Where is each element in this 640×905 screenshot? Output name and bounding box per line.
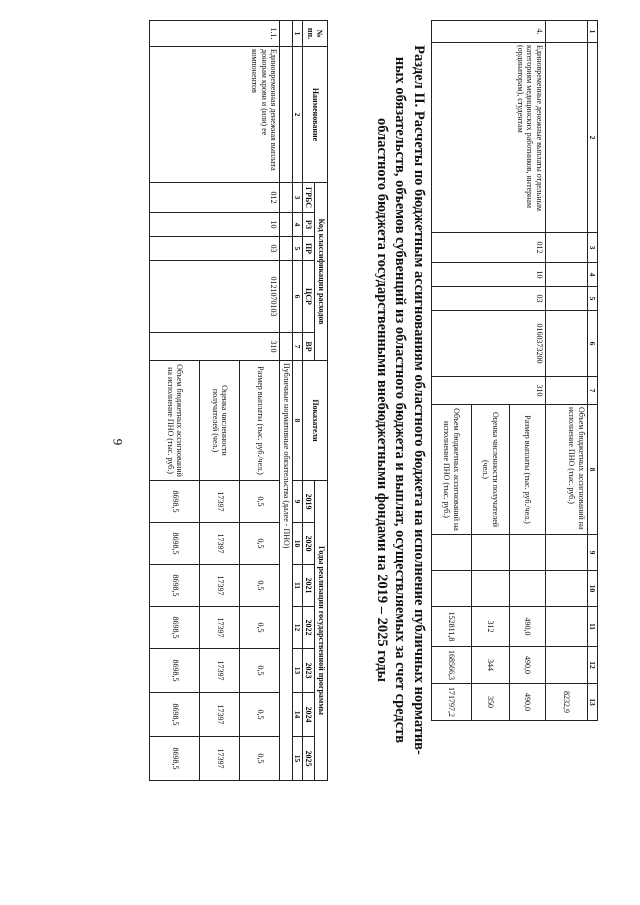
header-rz: РЗ — [302, 213, 315, 237]
col-number: 11 — [588, 607, 598, 647]
section-heading — [372, 20, 428, 780]
value-cell: 312 — [472, 607, 510, 647]
col-number: 13 — [292, 649, 302, 693]
value-cell: 8232,9 — [546, 684, 588, 721]
header-year: 2021 — [302, 565, 315, 607]
value-cell: 17397 — [200, 565, 240, 607]
col-number: 5 — [588, 287, 598, 311]
col-number: 1 — [588, 21, 598, 43]
value-cell: 490,0 — [510, 607, 546, 647]
col-number: 15 — [292, 737, 302, 781]
header-grbs: ГРБС — [302, 183, 315, 213]
value-cell: 0,5 — [240, 607, 280, 649]
col-number: 1 — [292, 21, 302, 47]
header-pr: ПР — [302, 237, 315, 261]
value-cell: 350 — [472, 684, 510, 721]
indicator-label: Оценка численности получателей (чел.) — [200, 361, 240, 481]
value-cell: 490,0 — [510, 647, 546, 684]
value-cell: 0,5 — [240, 481, 280, 523]
header-indicators: Показатели — [302, 361, 327, 481]
value-cell: 8698,5 — [150, 649, 200, 693]
indicator-label: Объем бюджетных ассигнований на исполнение ПНО (тыс. руб.) — [546, 405, 588, 535]
csr-code: 0121070103 — [150, 261, 280, 333]
heading-line: областного бюджета государственными внебюджетными фондами на 2019 – 2025 годы — [373, 118, 390, 682]
header-year: 2024 — [302, 693, 315, 737]
indicator-label: Объем бюджетных ассигнований на исполнение ПНО (тыс. руб.) — [150, 361, 200, 481]
col-number: 8 — [292, 361, 302, 481]
value-cell: 17397 — [200, 481, 240, 523]
header-year: 2023 — [302, 649, 315, 693]
value-cell: 344 — [472, 647, 510, 684]
indicator-label: Объем бюджетных ассигнований на исполнение ПНО (тыс. руб.) — [432, 405, 472, 535]
col-number: 10 — [292, 523, 302, 565]
pr-code: 03 — [150, 237, 280, 261]
col-number: 3 — [588, 233, 598, 263]
row-name: Единовременные денежные выплаты отдельным категориям медицинских работников, интернам (ординаторам), студентам — [432, 43, 546, 233]
col-number: 10 — [588, 571, 598, 607]
header-year: 2022 — [302, 607, 315, 649]
header-year: 2025 — [302, 737, 315, 781]
value-cell: 0,5 — [240, 565, 280, 607]
grbs-code: 012 — [432, 233, 546, 263]
header-num: № пп. — [302, 21, 327, 47]
col-number: 9 — [588, 535, 598, 571]
indicator-label: Оценка численности получателей (чел.) — [472, 405, 510, 535]
pno-table — [149, 20, 328, 781]
value-cell: 0,5 — [240, 649, 280, 693]
value-cell: 17397 — [200, 737, 240, 781]
value-cell: 8698,5 — [150, 481, 200, 523]
vr-code: 310 — [432, 377, 546, 405]
indicator-label: Размер выплаты (тыс. руб./чел.) — [510, 405, 546, 535]
col-number: 6 — [292, 261, 302, 333]
value-cell: 490,0 — [510, 684, 546, 721]
col-number: 4 — [292, 213, 302, 237]
rz-code: 10 — [150, 213, 280, 237]
value-cell: 0,5 — [240, 523, 280, 565]
value-cell: 0,5 — [240, 737, 280, 781]
col-number: 13 — [588, 684, 598, 721]
pr-code: 03 — [432, 287, 546, 311]
col-number: 2 — [588, 43, 598, 233]
value-cell: 17397 — [200, 693, 240, 737]
section-title: Публичные нормативные обязательства (далее - ПНО) — [280, 361, 293, 781]
rz-code: 10 — [432, 263, 546, 287]
value-cell: 8698,5 — [150, 737, 200, 781]
row-name: Единовременная денежная выплата донорам крови и (или) ее компонентов — [150, 47, 280, 183]
col-number: 12 — [588, 647, 598, 684]
row-number: 4. — [432, 21, 546, 43]
value-cell: 17397 — [200, 607, 240, 649]
value-cell: 8698,5 — [150, 607, 200, 649]
header-name: Наименование — [302, 47, 327, 183]
col-number: 4 — [588, 263, 598, 287]
table-row — [546, 21, 588, 721]
col-number: 8 — [588, 405, 598, 535]
grbs-code: 012 — [150, 183, 280, 213]
value-cell: 17397 — [200, 523, 240, 565]
value-cell: 8698,5 — [150, 523, 200, 565]
table-row — [240, 21, 280, 781]
column-number-row — [588, 21, 598, 721]
csr-code: 0160373200 — [432, 311, 546, 377]
col-number: 2 — [292, 47, 302, 183]
value-cell: 8698,5 — [150, 565, 200, 607]
col-number: 12 — [292, 607, 302, 649]
col-number: 3 — [292, 183, 302, 213]
vr-code: 310 — [150, 333, 280, 361]
column-number-row — [292, 21, 302, 781]
value-cell: 168566,3 — [432, 647, 472, 684]
value-cell: 171797,2 — [432, 684, 472, 721]
value-cell: 0,5 — [240, 693, 280, 737]
col-number: 7 — [588, 377, 598, 405]
col-number: 7 — [292, 333, 302, 361]
continued-table — [431, 20, 598, 721]
value-cell: 152811,8 — [432, 607, 472, 647]
indicator-label: Размер выплаты (тыс. руб./чел.) — [240, 361, 280, 481]
heading-line: ных обязательств, объемов субвенций из областного бюджета и выплат, осуществляемых за счет средств — [392, 56, 409, 744]
header-year: 2020 — [302, 523, 315, 565]
header-vr: ВР — [302, 333, 315, 361]
col-number: 6 — [588, 311, 598, 377]
header-years-group: Годы реализации государственной программы — [315, 481, 328, 781]
col-number: 14 — [292, 693, 302, 737]
table-row — [510, 21, 546, 721]
header-year: 2019 — [302, 481, 315, 523]
heading-line: Раздел II. Расчеты по бюджетным ассигнованиям областного бюджета на исполнение публичных норматив- — [411, 45, 427, 755]
header-csr: ЦСР — [302, 261, 315, 333]
header-code-group: Код классификации расходов — [315, 183, 328, 361]
page-number: 9 — [110, 438, 126, 446]
value-cell: 8698,5 — [150, 693, 200, 737]
value-cell: 17397 — [200, 649, 240, 693]
rotated-page-content — [38, 20, 598, 880]
row-number: 1.1. — [150, 21, 280, 47]
col-number: 5 — [292, 237, 302, 261]
col-number: 11 — [292, 565, 302, 607]
col-number: 9 — [292, 481, 302, 523]
